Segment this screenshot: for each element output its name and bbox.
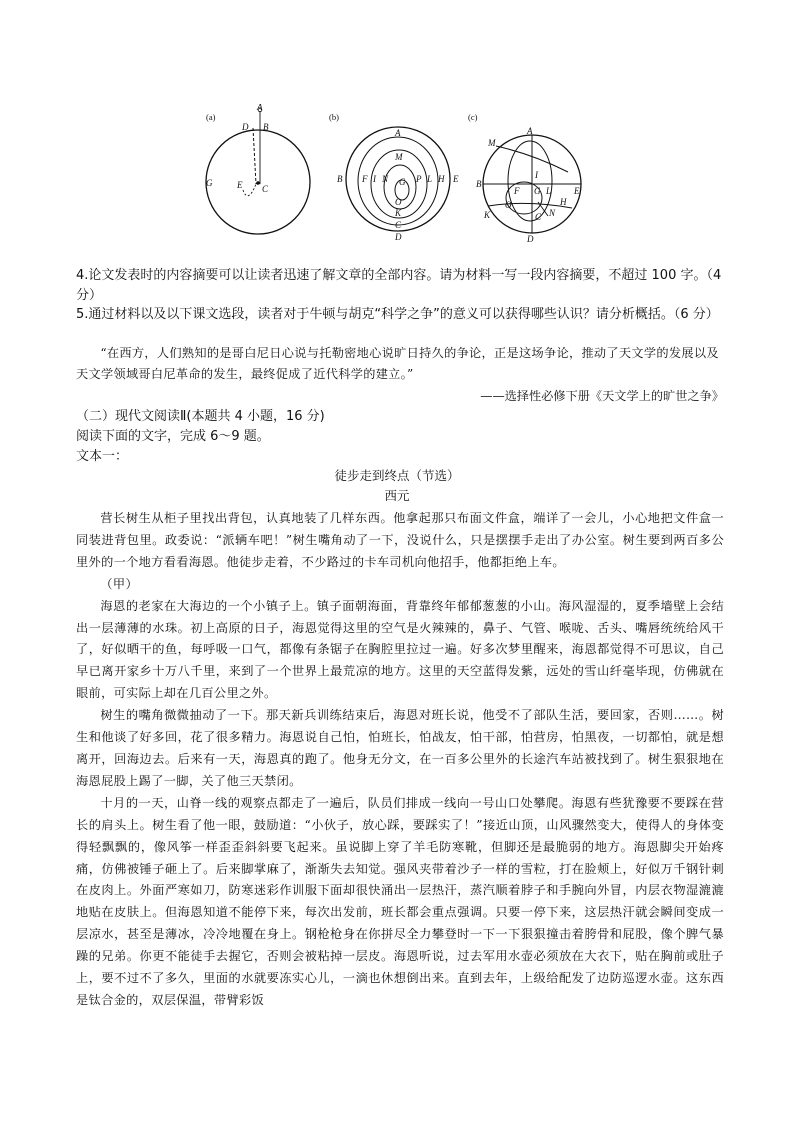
article-paragraph: 树生的嘴角微微抽动了一下。那天新兵训练结束后，海恩对班长说，他受不了部队生活，要回家，否则……。树生和他谈了好多回，花了很多精力。海恩说自己怕，怕班长，怕战友，怕干部，怕营房，怕黑夜，一切都怕，就是想离开，回海边去。后来有一天，海恩真的跑了。他身无分文，在一百多公里外的长途汽车站被找到了。树生狠狠地在海恩屁股上踢了一脚，关了他三天禁闭。: [76, 708, 724, 788]
label-a: A: [527, 126, 533, 136]
label-g: G: [206, 178, 213, 188]
article-marker: （甲）: [100, 576, 139, 591]
panel-a-dashed-line: [253, 128, 256, 184]
label-f: F: [514, 186, 520, 196]
question-5: 5.通过材料以及以下课文选段，读者对于牛顿与胡克“科学之争”的意义可以获得哪些认识？请分析概括。（6 分）: [76, 307, 719, 322]
orbit-figures: [196, 104, 596, 244]
article-title: 徒步走到终点（节选）: [334, 468, 460, 483]
label-c: C: [262, 184, 269, 194]
panel-c-tag: (c): [468, 112, 478, 122]
label-d: D: [395, 232, 402, 242]
figure-panel-c: [468, 112, 581, 244]
label-l: L: [546, 186, 552, 196]
label-m: M: [488, 138, 496, 148]
label-n: N: [382, 174, 389, 184]
label-e: E: [453, 174, 459, 184]
label-c: C: [395, 220, 402, 230]
article-paragraph: 海恩的老家在大海边的一个小镇子上。镇子面朝海面，背靠终年郁郁葱葱的小山。海风湿湿的，夏季墙壁上会结出一层薄薄的水珠。初上高原的日子，海恩觉得这里的空气是火辣辣的，鼻子、气管、喉咙、舌头、嘴唇统统给风干了，好似晒干的鱼，每呼吸一口气，都像有条锯子在胸腔里拉过一遍。好多次梦里醒来，海恩都觉得不可思议，自己早已离开家乡十万八千里，来到了一个世界上最荒凉的地方。这里的天空蓝得发紫，远处的雪山纤毫毕现，仿佛就在眼前，可实际上却在几百公里之外。: [76, 598, 724, 701]
label-g: G: [399, 177, 406, 187]
article-body: [76, 508, 724, 1012]
section-heading: （二）现代文阅读Ⅱ(本题共 4 小题，16 分): [76, 409, 325, 424]
label-p: P: [416, 174, 422, 184]
orbit-diagram-svg: [196, 104, 596, 244]
label-n: N: [549, 208, 556, 218]
label-g: G: [534, 186, 541, 196]
label-k: K: [395, 208, 402, 218]
section-instruction: 阅读下面的文字，完成 6～9 题。: [76, 429, 270, 444]
quote-source: ——选择性必修下册《天文学上的旷世之争》: [480, 389, 724, 403]
textbook-quote: “在西方，人们熟知的是哥白尼日心说与托勒密地心说旷日持久的争论，正是这场争论，推动了天文学的发展以及天文学领域哥白尼革命的发生，最终促成了近代科学的建立。”: [76, 346, 719, 381]
panel-a-point-c: [256, 181, 260, 185]
label-h: H: [560, 197, 567, 207]
label-o: O: [505, 200, 512, 210]
label-l: L: [427, 174, 433, 184]
label-k: K: [484, 210, 491, 220]
label-b: B: [337, 174, 343, 184]
label-a: A: [395, 128, 401, 138]
label-b: B: [476, 179, 482, 189]
text-label: 文本一：: [76, 449, 129, 464]
label-a: A: [257, 104, 263, 112]
article-paragraph: 营长树生从柜子里找出背包，认真地装了几样东西。他拿起那只布面文件盒，端详了一会儿，小心地把文件盒一同装进背包里。政委说：“派辆车吧！”树生嘴角动了一下，没说什么，只是摆摆手走出了办公室。树生要到两百多公里外的一个地方看看海恩。他徒步走着，不少路过的卡车司机向他招手，他都拒绝上车。: [76, 511, 724, 569]
label-i: I: [535, 170, 538, 180]
figure-panel-a: [206, 104, 310, 234]
label-m: M: [395, 152, 403, 162]
label-d: D: [527, 234, 534, 244]
figure-panel-b: [329, 112, 459, 242]
panel-c-orbit-1: [508, 141, 552, 221]
label-e: E: [237, 180, 243, 190]
label-h: H: [438, 174, 445, 184]
question-4: 4.论文发表时的内容摘要可以让读者迅速了解文章的全部内容。请为材料一写一段内容摘要，不超过 100 字。（4 分）: [76, 268, 722, 303]
label-d: D: [242, 122, 249, 132]
panel-b-tag: (b): [329, 112, 339, 122]
label-i: I: [373, 174, 376, 184]
panel-a-dashed-curve: [243, 184, 256, 196]
label-e: E: [574, 186, 580, 196]
article-author: 西元: [384, 488, 410, 503]
label-o: O: [395, 197, 402, 207]
label-f: F: [362, 174, 368, 184]
article-paragraph: 十月的一天，山脊一线的观察点都走了一遍后，队员们排成一线向一号山口处攀爬。海恩有些犹豫要不要踩在营长的肩头上。树生看了他一眼，鼓励道：“小伙子，放心踩，要踩实了！”接近山顶，山风骤然变大，使得人的身体变得轻飘飘的，像风筝一样歪歪斜斜要飞起来。虽说脚上穿了羊毛防寒靴，但脚还是最脆弱的地方。海恩脚尖开始疼痛，仿佛被锤子砸上了。后来脚掌麻了，渐渐失去知觉。强风夹带着沙子一样的雪粒，打在脸颊上，好似万千钢针刺在皮肉上。外面严寒如刀，防寒迷彩作训服下面却很快涌出一层热汗，蒸汽顺着脖子和手腕向外冒，内层衣物湿漉漉地贴在皮肤上。但海恩知道不能停下来，每次出发前，班长都会重点强调。只要一停下来，这层热汗就会瞬间变成一层凉水，甚至是薄冰，冷冷地覆在身上。钢枪枪身在你拼尽全力攀登时一下一下狠狠撞击着胯骨和屁股，像个脾气暴躁的兄弟。你更不能徒手去握它，否则会被粘掉一层皮。海恩听说，过去军用水壶必须放在大衣下，贴在胸前或肚子上，要不过不了多久，里面的水就要冻实心儿，一滴也休想倒出来。直到去年，上级给配发了边防巡逻水壶。这东西是钛合金的，双层保温，带臂彩饭: [76, 795, 724, 1007]
panel-a-tag: (a): [206, 112, 216, 122]
label-c: C: [535, 212, 542, 222]
label-b: B: [263, 122, 269, 132]
